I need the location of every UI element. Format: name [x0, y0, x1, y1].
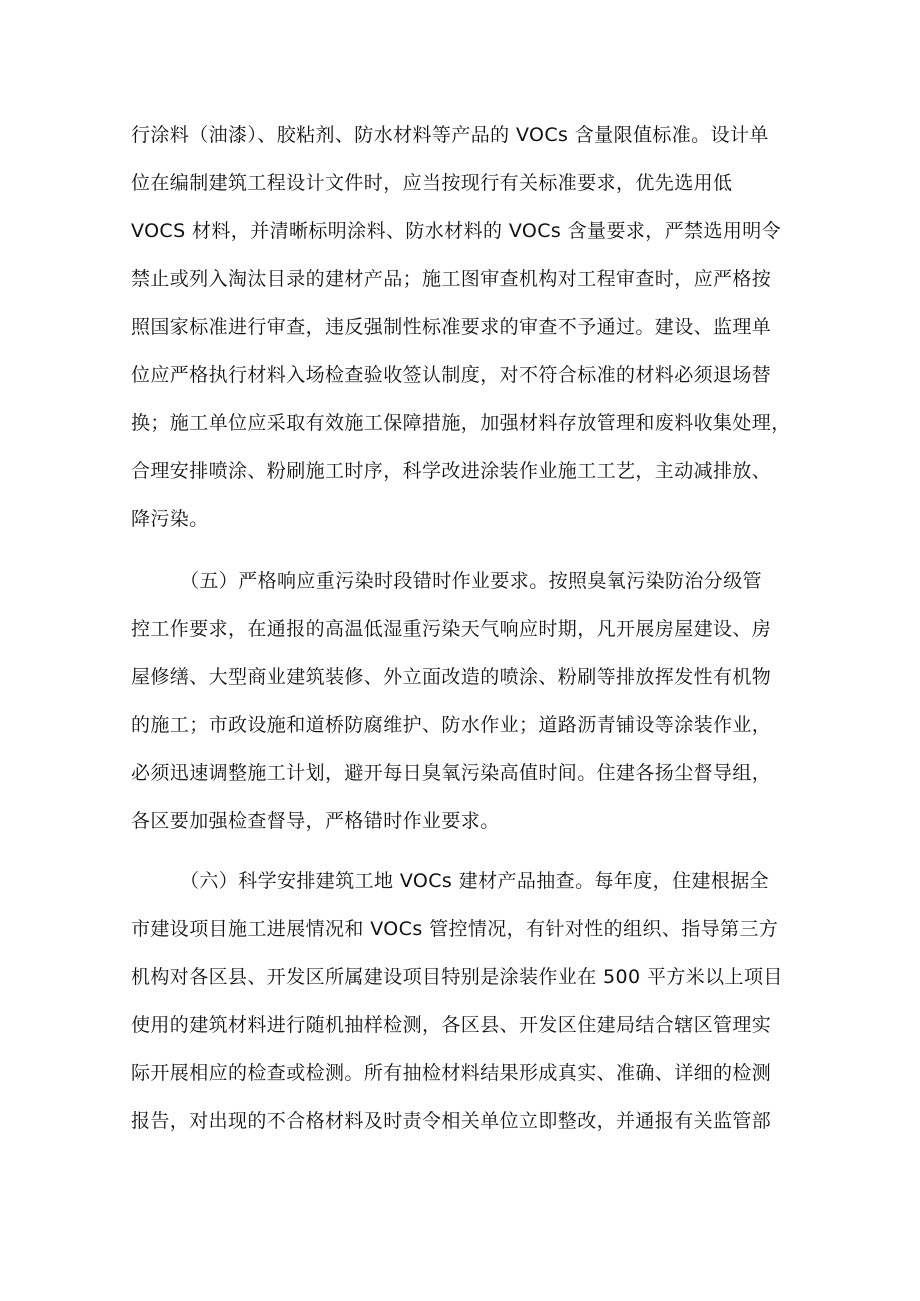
- paragraph-line: 位应严格执行材料入场检查验收签认制度，对不符合标准的材料必须退场替: [131, 364, 772, 386]
- paragraph-line: 际开展相应的检查或检测。所有抽检材料结果形成真实、准确、详细的检测: [131, 1062, 772, 1084]
- paragraph-line: 控工作要求，在通报的高温低湿重污染天气响应时期，凡开展房屋建设、房: [131, 618, 772, 640]
- paragraph-line: 市建设项目施工进展情况和 VOCs 管控情况，有针对性的组织、指导第三方: [131, 918, 779, 940]
- paragraph-line: 的施工；市政设施和道桥防腐维护、防水作业；道路沥青铺设等涂装作业，: [131, 714, 772, 736]
- paragraph-line: 使用的建筑材料进行随机抽样检测，各区县、开发区住建局结合辖区管理实: [131, 1014, 772, 1036]
- paragraph-line: 屋修缮、大型商业建筑装修、外立面改造的喷涂、粉刷等排放挥发性有机物: [131, 666, 772, 688]
- paragraph-line: 报告，对出现的不合格材料及时责令相关单位立即整改，并通报有关监管部: [131, 1110, 772, 1132]
- paragraph-line: 行涂料（油漆）、胶粘剂、防水材料等产品的 VOCs 含量限值标准。设计单: [131, 124, 769, 146]
- paragraph-line: VOCS 材料，并清晰标明涂料、防水材料的 VOCs 含量要求，严禁选用明令: [131, 220, 782, 242]
- paragraph-line: （六）科学安排建筑工地 VOCs 建材产品抽查。每年度，住建根据全: [180, 870, 770, 892]
- paragraph-line: 位在编制建筑工程设计文件时，应当按现行有关标准要求，优先选用低: [131, 172, 733, 194]
- paragraph-line: 各区要加强检查督导，严格错时作业要求。: [131, 810, 500, 832]
- paragraph-line: 机构对各区县、开发区所属建设项目特别是涂装作业在 500 平方米以上项目: [131, 966, 783, 988]
- paragraph-line: 合理安排喷涂、粉刷施工时序，科学改进涂装作业施工工艺，主动减排放、: [131, 460, 772, 482]
- paragraph-line: 换；施工单位应采取有效施工保障措施，加强材料存放管理和废料收集处理，: [131, 412, 791, 434]
- paragraph-line: 必须迅速调整施工计划，避开每日臭氧污染高值时间。住建各扬尘督导组，: [131, 762, 772, 784]
- paragraph-line: 照国家标准进行审查，违反强制性标准要求的审查不予通过。建设、监理单: [131, 316, 772, 338]
- paragraph-line: 禁止或列入淘汰目录的建材产品；施工图审查机构对工程审查时，应严格按: [131, 268, 772, 290]
- paragraph-line: 降污染。: [131, 508, 209, 530]
- paragraph-line: （五）严格响应重污染时段错时作业要求。按照臭氧污染防治分级管: [180, 570, 763, 592]
